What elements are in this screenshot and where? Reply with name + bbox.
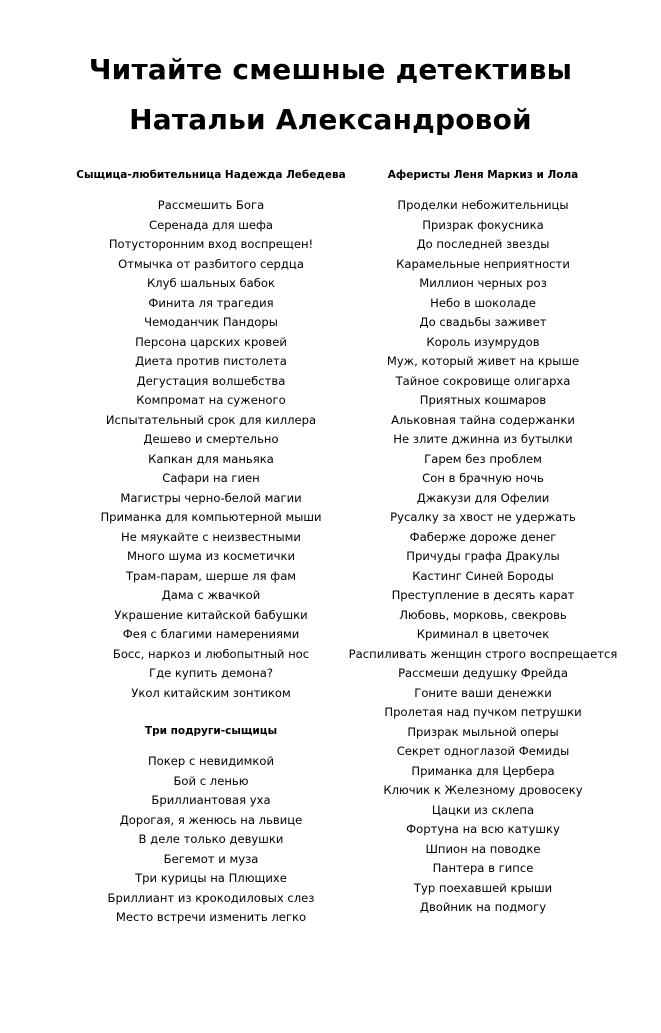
book-title: Рассмеши дедушку Фрейда bbox=[398, 666, 568, 680]
book-title: Цацки из склепа bbox=[431, 802, 535, 817]
series-heading: Три подруги-сыщицы bbox=[144, 725, 278, 737]
book-title: Причуды графа Дракулы bbox=[406, 549, 560, 563]
series-heading: Аферисты Леня Маркиз и Лола bbox=[387, 169, 579, 181]
book-title: Криминал в цветочек bbox=[416, 627, 550, 641]
book-title: Бриллиант из крокодиловых слез bbox=[107, 890, 315, 905]
book-title: Распиливать женщин строго воспрещается bbox=[348, 646, 618, 661]
book-title: Призрак мыльной оперы bbox=[407, 724, 559, 739]
book-title: Ключик к Железному дровосеку bbox=[383, 783, 583, 797]
book-title: Покер с невидимкой bbox=[147, 754, 275, 768]
book-title: В деле только девушки bbox=[138, 832, 284, 846]
book-title: Дама с жвачкой bbox=[161, 588, 261, 602]
book-title: Приманка для Цербера bbox=[411, 763, 555, 778]
book-title: Сон в брачную ночь bbox=[422, 471, 544, 485]
book-list bbox=[328, 196, 638, 918]
book-title: Не злите джинна из бутылки bbox=[393, 432, 573, 446]
book-title: Призрак фокусника bbox=[422, 217, 544, 232]
book-title: Секрет одноглазой Фемиды bbox=[396, 744, 570, 758]
book-title: Укол китайским зонтиком bbox=[131, 685, 291, 700]
book-title: Тайное сокровище олигарха bbox=[395, 373, 571, 388]
book-title: Серенада для шефа bbox=[148, 217, 274, 232]
book-title: Чемоданчик Пандоры bbox=[144, 315, 278, 329]
book-title: Сафари на гиен bbox=[162, 471, 260, 485]
book-title: Джакузи для Офелии bbox=[416, 490, 550, 505]
book-title: Отмычка от разбитого сердца bbox=[118, 256, 304, 271]
right-column bbox=[328, 166, 638, 918]
book-title: Фортуна на всю катушку bbox=[406, 822, 560, 836]
book-title: Бегемот и муза bbox=[163, 851, 259, 866]
book-title: Альковная тайна содержанки bbox=[391, 412, 575, 427]
book-title: Бой с ленью bbox=[173, 773, 249, 788]
book-title: До свадьбы заживет bbox=[419, 315, 547, 329]
book-title: Пролетая над пучком петрушки bbox=[384, 705, 582, 719]
book-title: Много шума из косметички bbox=[127, 549, 295, 563]
book-title: Кастинг Синей Бороды bbox=[412, 568, 554, 583]
book-title: Шпион на поводке bbox=[425, 841, 541, 856]
book-title: Рассмешить Бога bbox=[157, 198, 265, 212]
book-title: Потусторонним вход воспрещен! bbox=[108, 237, 314, 251]
book-title: Клуб шальных бабок bbox=[146, 276, 276, 290]
book-title: Пантера в гипсе bbox=[432, 861, 534, 875]
book-title: Не мяукайте с неизвестными bbox=[121, 529, 301, 544]
book-title: Любовь, морковь, свекровь bbox=[399, 607, 567, 622]
book-title: Финита ля трагедия bbox=[148, 295, 274, 310]
book-title: Украшение китайской бабушки bbox=[114, 607, 308, 622]
book-title: Король изумрудов bbox=[426, 334, 540, 349]
book-title: Тур поехавшей крыши bbox=[413, 880, 553, 895]
book-title: Капкан для маньяка bbox=[148, 451, 274, 466]
book-title: Дешево и смертельно bbox=[143, 432, 279, 446]
book-title: Русалку за хвост не удержать bbox=[390, 510, 576, 524]
book-title: Фаберже дороже денег bbox=[409, 529, 557, 544]
book-title: Миллион черных роз bbox=[419, 276, 547, 290]
book-title: Гарем без проблем bbox=[424, 451, 542, 466]
book-title: Где купить демона? bbox=[149, 666, 273, 680]
book-title: Место встречи изменить легко bbox=[115, 910, 307, 924]
book-title: Двойник на подмогу bbox=[419, 900, 547, 914]
book-title: Небо в шоколаде bbox=[430, 295, 536, 310]
book-title: Три курицы на Плющихе bbox=[135, 871, 287, 885]
book-title: Приятных кошмаров bbox=[419, 393, 547, 407]
book-title: Дегустация волшебства bbox=[136, 373, 286, 388]
book-title: Гоните ваши денежки bbox=[414, 685, 552, 700]
book-title: Компромат на суженого bbox=[136, 393, 286, 407]
book-title: Дорогая, я женюсь на львице bbox=[119, 812, 303, 827]
book-title: Трам-парам, шерше ля фам bbox=[125, 568, 297, 583]
series-heading: Сыщица-любительница Надежда Лебедева bbox=[76, 169, 346, 181]
book-title: Испытательный срок для киллера bbox=[105, 412, 317, 427]
book-title: Проделки небожительницы bbox=[397, 198, 569, 212]
book-title: Карамельные неприятности bbox=[396, 256, 570, 271]
book-title: Бриллиантовая уха bbox=[151, 793, 271, 807]
book-title: Фея с благими намерениями bbox=[122, 627, 300, 641]
book-title: До последней звезды bbox=[416, 237, 550, 251]
book-title: Приманка для компьютерной мыши bbox=[100, 510, 322, 524]
book-title: Персона царских кровей bbox=[135, 334, 287, 349]
page-title-line-1: Читайте смешные детективы bbox=[88, 53, 573, 86]
book-title: Диета против пистолета bbox=[135, 354, 287, 368]
page-title-line-2: Натальи Александровой bbox=[129, 103, 532, 136]
book-title: Магистры черно-белой магии bbox=[120, 490, 302, 505]
book-title: Преступление в десять карат bbox=[391, 588, 575, 602]
book-title: Босс, наркоз и любопытный нос bbox=[112, 646, 310, 661]
book-title: Муж, который живет на крыше bbox=[386, 354, 580, 368]
